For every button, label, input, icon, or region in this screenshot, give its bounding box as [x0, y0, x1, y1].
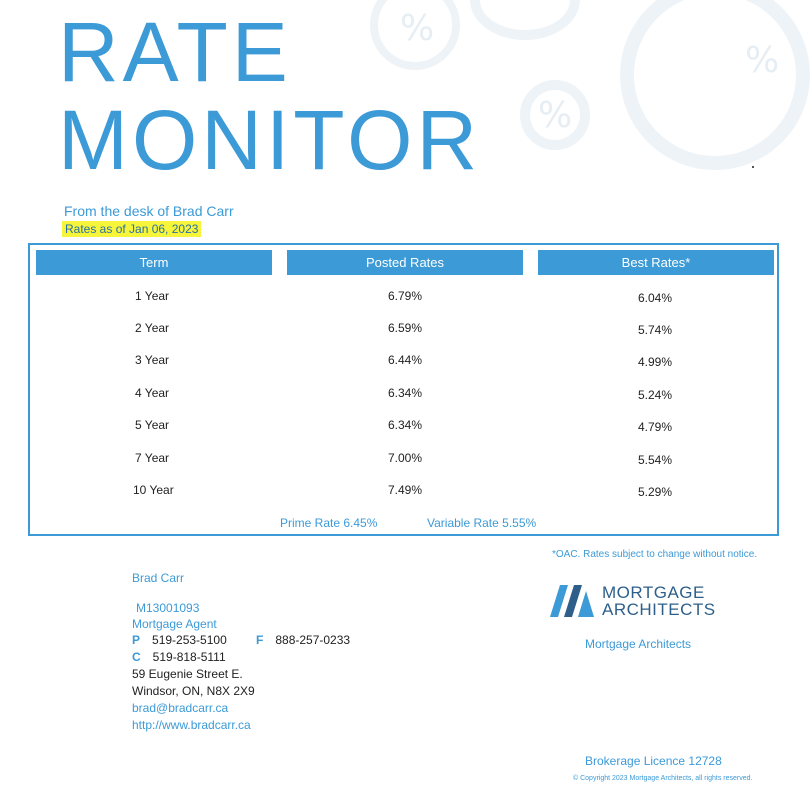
- copyright: © Copyright 2023 Mortgage Architects, all rights reserved.: [573, 775, 753, 782]
- address-line2: Windsor, ON, N8X 2X9: [132, 684, 255, 698]
- background-bubble: [470, 0, 580, 40]
- table-row: [30, 418, 777, 438]
- percent-icon: %: [400, 8, 435, 49]
- term-cell: 7 Year: [135, 451, 170, 465]
- posted-cell: 6.79%: [388, 289, 423, 303]
- phone-line: [132, 633, 227, 647]
- term-cell: 3 Year: [135, 353, 170, 367]
- table-row: [30, 451, 777, 471]
- best-cell: 5.54%: [638, 453, 673, 467]
- logo-mark-icon: [550, 585, 598, 617]
- best-cell: 5.24%: [638, 388, 673, 402]
- table-row: [30, 353, 777, 373]
- fax-label: F: [256, 633, 264, 647]
- term-cell: 2 Year: [135, 321, 170, 335]
- from-desk-text: From the desk of Brad Carr: [64, 203, 234, 219]
- background-bubble: [620, 0, 810, 170]
- percent-icon: %: [538, 95, 573, 136]
- contact-name: Brad Carr: [132, 571, 185, 585]
- posted-cell: 7.00%: [388, 451, 423, 465]
- posted-cell: 6.44%: [388, 353, 423, 367]
- column-header-best: Best Rates*: [538, 250, 774, 275]
- variable-rate: Variable Rate 5.55%: [427, 516, 537, 530]
- term-cell: 4 Year: [135, 386, 170, 400]
- best-cell: 6.04%: [638, 291, 673, 305]
- percent-icon: %: [745, 40, 780, 81]
- term-cell: 1 Year: [135, 289, 170, 303]
- brokerage-licence: Brokerage Licence 12728: [585, 754, 722, 768]
- rates-date: Rates as of Jan 06, 2023: [62, 221, 201, 237]
- cell-line: [132, 650, 226, 664]
- posted-cell: 6.34%: [388, 386, 423, 400]
- cell-label: C: [132, 650, 141, 664]
- mortgage-architects-logo: [550, 585, 720, 619]
- table-row: [30, 321, 777, 341]
- contact-role: Mortgage Agent: [132, 617, 217, 631]
- fax-line: [256, 633, 350, 647]
- prime-rate: Prime Rate 6.45%: [280, 516, 378, 530]
- rate-table: [28, 243, 779, 536]
- disclaimer: *OAC. Rates subject to change without notice.: [552, 549, 758, 560]
- column-header-term: Term: [36, 250, 272, 275]
- table-row: [30, 483, 777, 503]
- posted-cell: 7.49%: [388, 483, 423, 497]
- logo-text-bottom: ARCHITECTS: [602, 600, 716, 619]
- company-name: Mortgage Architects: [585, 637, 692, 651]
- phone-label: P: [132, 633, 141, 647]
- fax-number: 888-257-0233: [275, 633, 351, 647]
- best-cell: 5.29%: [638, 485, 673, 499]
- posted-cell: 6.59%: [388, 321, 423, 335]
- logo-text-top: MORTGAGE: [602, 583, 705, 602]
- column-header-posted: Posted Rates: [287, 250, 523, 275]
- decorative-dot: [752, 166, 754, 168]
- best-cell: 4.79%: [638, 420, 673, 434]
- website-link[interactable]: http://www.bradcarr.ca: [132, 718, 251, 732]
- term-cell: 10 Year: [133, 483, 174, 497]
- address-line1: 59 Eugenie Street E.: [132, 667, 243, 681]
- page-title-line1: RATE: [58, 5, 292, 99]
- posted-cell: 6.34%: [388, 418, 423, 432]
- best-cell: 5.74%: [638, 323, 673, 337]
- page-title-line2: MONITOR: [58, 93, 482, 187]
- cell-number[interactable]: 519-818-5111: [152, 650, 226, 664]
- term-cell: 5 Year: [135, 418, 170, 432]
- email-link[interactable]: brad@bradcarr.ca: [132, 701, 229, 715]
- license-id: M13001093: [136, 601, 200, 615]
- table-row: [30, 386, 777, 406]
- best-cell: 4.99%: [638, 355, 673, 369]
- phone-number[interactable]: 519-253-5100: [152, 633, 227, 647]
- table-row: [30, 289, 777, 309]
